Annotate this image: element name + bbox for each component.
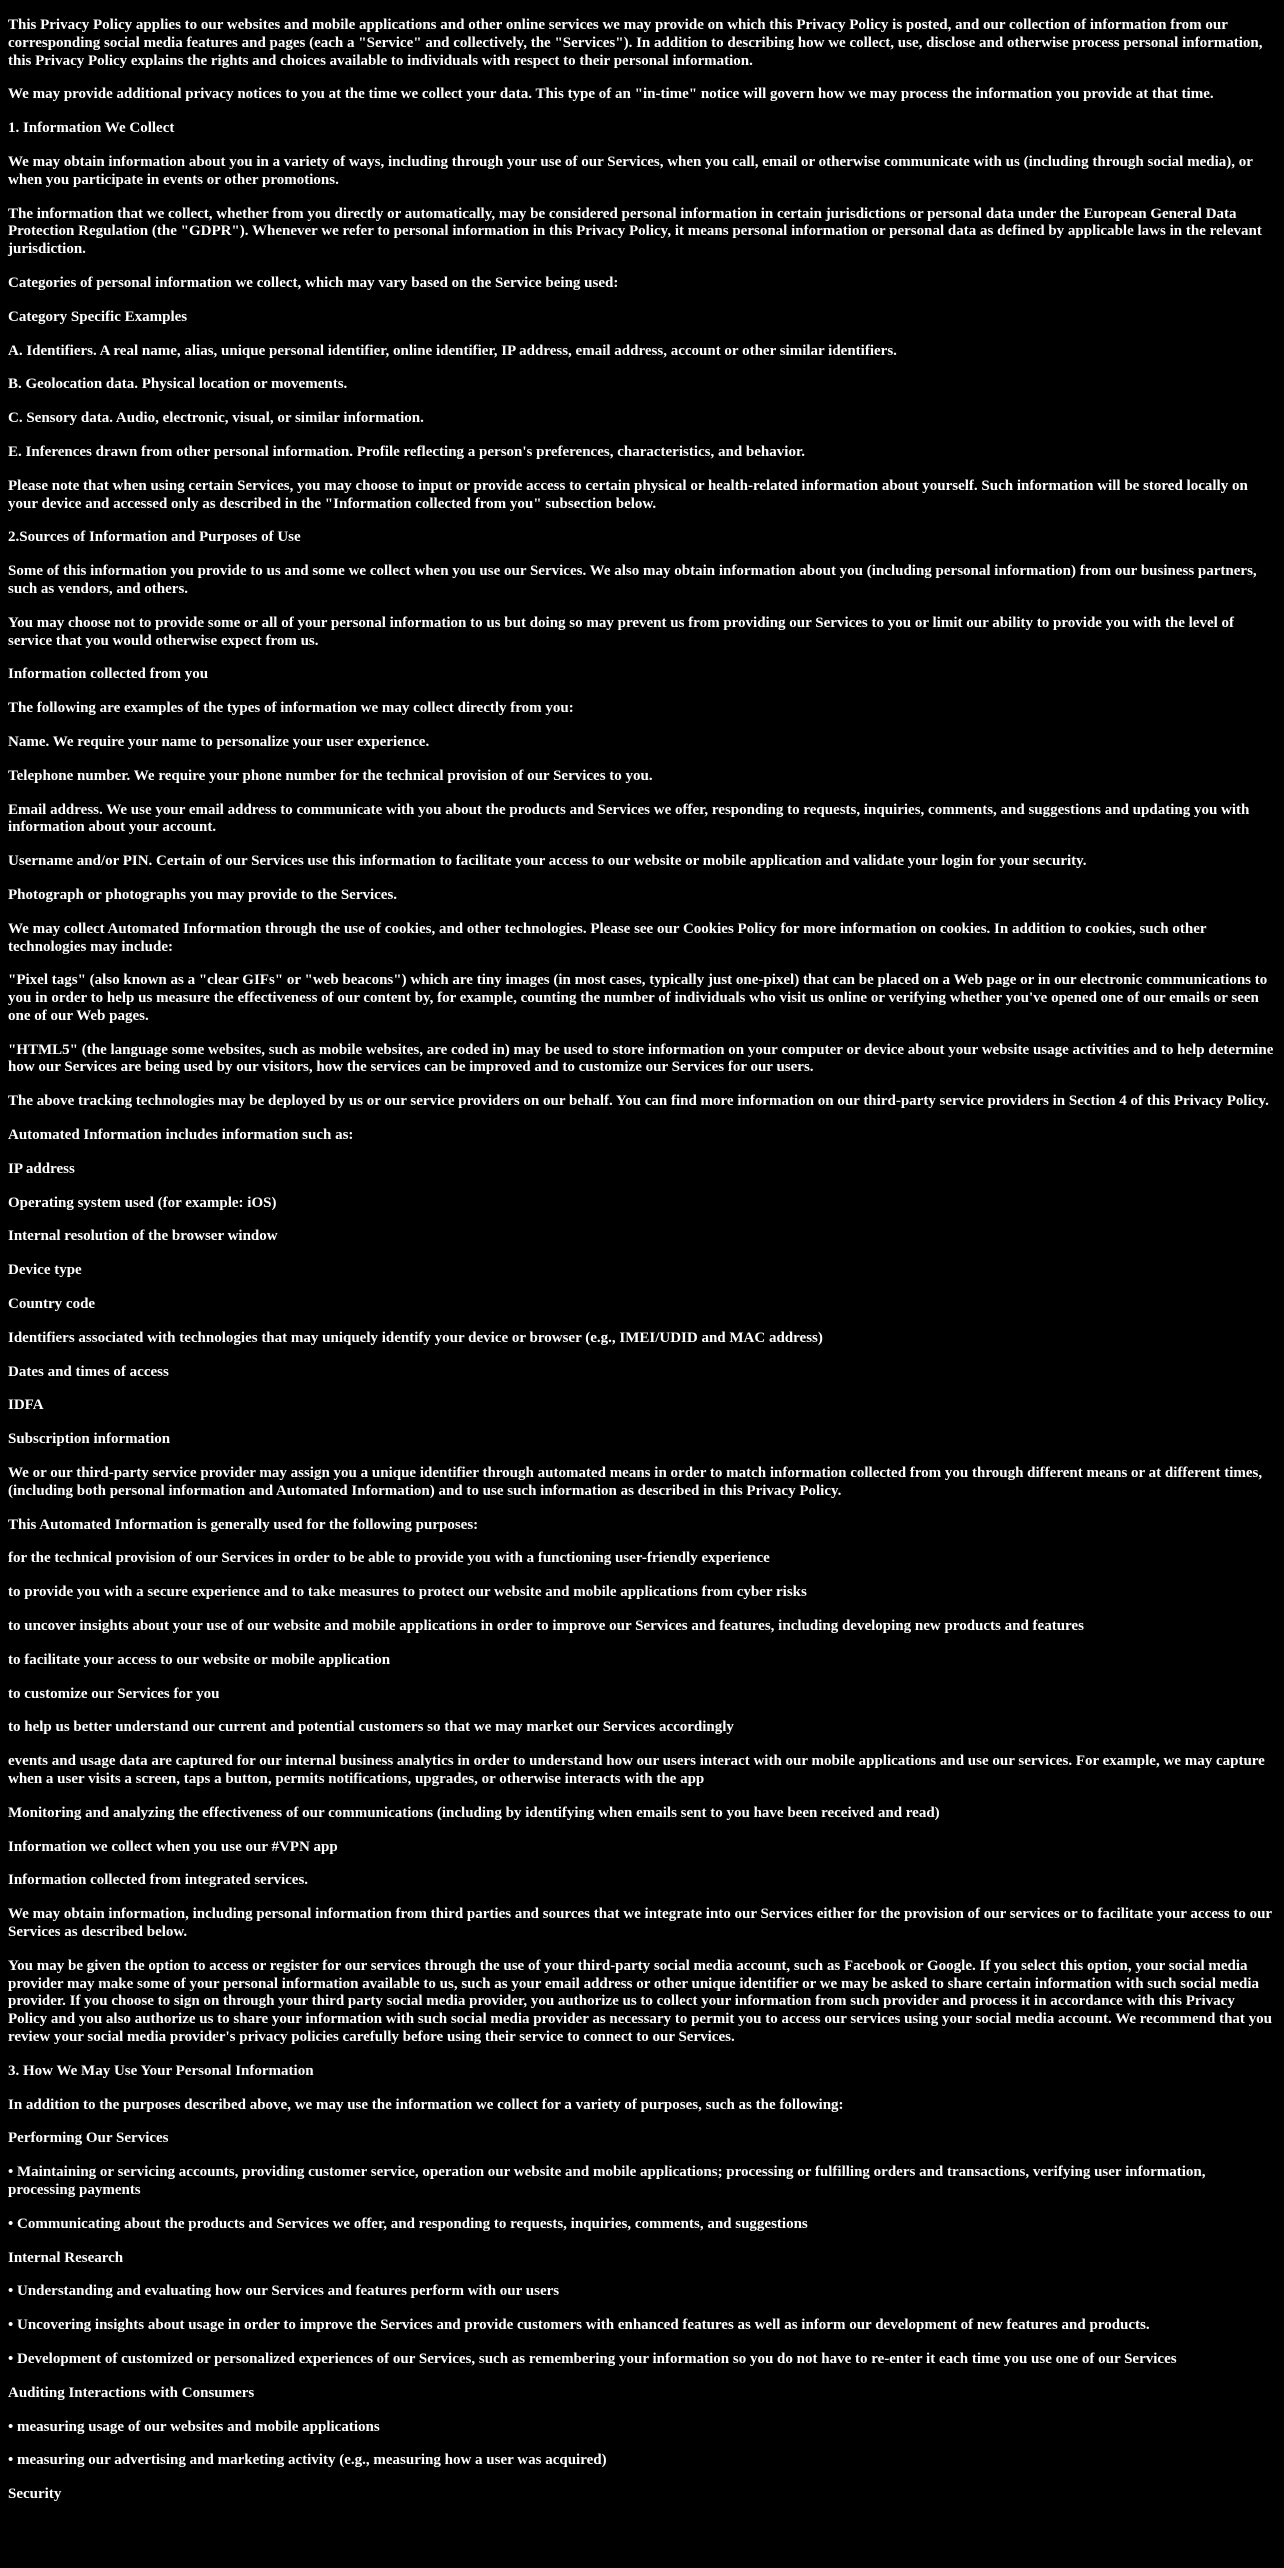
policy-paragraph: Please note that when using certain Services, you may choose to input or provide access to certain physical or health-related information about yourself. Such information will be stored locally on your device and accessed only as described in the "Information collected from you" subsection below.: [8, 477, 1248, 512]
policy-paragraph: Operating system used (for example: iOS): [8, 1194, 277, 1211]
policy-paragraph: The following are examples of the types of information we may collect directly from you:: [8, 700, 574, 717]
policy-paragraph: IP address: [8, 1160, 75, 1177]
policy-paragraph: We may provide additional privacy notices to you at the time we collect your data. This type of an "in-time" notice will govern how we may process the information you provide at that time.: [8, 86, 1214, 103]
policy-paragraph: IDFA: [8, 1397, 44, 1414]
policy-paragraph: Monitoring and analyzing the effectiveness of our communications (including by identifying when emails sent to you have been received and read): [8, 1804, 940, 1821]
policy-paragraph: We may obtain information, including personal information from third parties and sources that we integrate into our Services either for the provision of our services or to facilitate your access to our Services as described below.: [8, 1906, 1272, 1940]
policy-paragraph: to help us better understand our current and potential customers so that we may market our Services accordingly: [8, 1719, 734, 1736]
policy-paragraph: C. Sensory data. Audio, electronic, visual, or similar information.: [8, 410, 424, 427]
policy-paragraph: Categories of personal information we collect, which may vary based on the Service being used:: [8, 274, 619, 291]
policy-paragraph: Dates and times of access: [8, 1363, 169, 1380]
policy-paragraph: You may be given the option to access or register for our services through the use of your third-party social media account, such as Facebook or Google. If you select this option, your social media provider may make some of your personal information available to us, such as your email address or other unique identifier or we may be asked to share certain information with such social media provider. If you choose to sign on through your third party social media provider, you authorize us to collect your information from such provider and process it in accordance with this Privacy Policy and you also authorize us to share your information with such social media provider as necessary to permit you to access our services using your social media account. We recommend that you review your social media provider's privacy policies carefully before using their service to connect to our Services.: [8, 1957, 1272, 2045]
policy-paragraph: Information we collect when you use our #VPN app: [8, 1838, 338, 1855]
policy-paragraph: events and usage data are captured for our internal business analytics in order to understand how our users interact with our mobile applications and use our services. For example, we may capture when a user visits a screen, taps a button, permits notifications, upgrades, or otherwise interacts with the app: [8, 1753, 1265, 1788]
policy-paragraph: for the technical provision of our Services in order to be able to provide you with a functioning user-friendly experience: [8, 1550, 770, 1567]
policy-paragraph: Name. We require your name to personalize your user experience.: [8, 733, 430, 750]
policy-paragraph: to customize our Services for you: [8, 1685, 220, 1702]
policy-paragraph: Country code: [8, 1296, 96, 1313]
policy-paragraph: A. Identifiers. A real name, alias, unique personal identifier, online identifier, IP address, email address, account or other similar identifiers.: [8, 342, 897, 359]
policy-paragraph: • Communicating about the products and Services we offer, and responding to requests, inquiries, comments, and suggestions: [8, 2215, 808, 2232]
policy-paragraph: to facilitate your access to our website or mobile application: [8, 1651, 391, 1668]
policy-paragraph: Subscription information: [8, 1431, 171, 1448]
policy-paragraph: Device type: [8, 1262, 82, 1279]
policy-paragraph: • measuring usage of our websites and mobile applications: [8, 2418, 380, 2435]
policy-paragraph: Telephone number. We require your phone number for the technical provision of our Services to you.: [8, 767, 653, 784]
policy-paragraph: Photograph or photographs you may provide to the Services.: [8, 886, 398, 903]
policy-paragraph: Some of this information you provide to us and some we collect when you use our Services. We also may obtain information about you (including personal information) from our business partners, such as vendors, and others.: [8, 563, 1257, 597]
policy-paragraph: This Automated Information is generally used for the following purposes:: [8, 1516, 479, 1533]
policy-paragraph: In addition to the purposes described above, we may use the information we collect for a variety of purposes, such as the following:: [8, 2096, 844, 2113]
policy-paragraph: 3. How We May Use Your Personal Information: [8, 2062, 314, 2079]
policy-paragraph: to provide you with a secure experience and to take measures to protect our website and mobile applications from cyber risks: [8, 1584, 807, 1601]
policy-paragraph: The information that we collect, whether from you directly or automatically, may be considered personal information in certain jurisdictions or personal data under the European General Data Protection Regulation (the "GDPR"). Whenever we refer to personal information in this Privacy Policy, it means personal information or personal data as defined by applicable laws in the relevant jurisdiction.: [8, 205, 1262, 258]
policy-paragraph: 1. Information We Collect: [8, 120, 175, 137]
policy-paragraph: 2.Sources of Information and Purposes of Use: [8, 529, 301, 546]
policy-paragraph: Information collected from integrated services.: [8, 1872, 309, 1889]
policy-paragraph: • Understanding and evaluating how our Services and features perform with our users: [8, 2283, 560, 2300]
policy-paragraph: Performing Our Services: [8, 2130, 169, 2147]
policy-paragraph: Category Specific Examples: [8, 308, 188, 325]
policy-paragraph: "Pixel tags" (also known as a "clear GIFs" or "web beacons") which are tiny images (in most cases, typically just one-pixel) that can be placed on a Web page or in our electronic communications to you in order to help us measure the effectiveness of our content by, for example, counting the number of individuals who visit us online or verifying whether you've opened one of our emails or seen one of our Web pages.: [8, 972, 1268, 1024]
policy-paragraph: • Uncovering insights about usage in order to improve the Services and provide customers with enhanced features as well as inform our development of new features and products.: [8, 2317, 1150, 2334]
policy-paragraph: Automated Information includes information such as:: [8, 1127, 354, 1144]
policy-paragraph: Security: [8, 2486, 62, 2503]
policy-paragraph: The above tracking technologies may be deployed by us or our service providers on our behalf. You can find more information on our third-party service providers in Section 4 of this Privacy Policy.: [8, 1093, 1269, 1110]
policy-paragraph: to uncover insights about your use of our website and mobile applications in order to improve our Services and features, including developing new products and features: [8, 1618, 1084, 1635]
policy-paragraph: "HTML5" (the language some websites, such as mobile websites, are coded in) may be used to store information on your computer or device about your website usage activities and to help determine how our Services are being used by our visitors, how the services can be improved and to customize our Services for our users.: [8, 1041, 1274, 1076]
policy-paragraph: Email address. We use your email address to communicate with you about the products and Services we offer, responding to requests, inquiries, comments, and suggestions and updating you with information about your account.: [8, 801, 1250, 836]
policy-paragraph: We may collect Automated Information through the use of cookies, and other technologies. Please see our Cookies Policy for more information on cookies. In addition to cookies, such other technologies may include:: [8, 920, 1207, 955]
policy-paragraph: • Development of customized or personalized experiences of our Services, such as remembering your information so you do not have to re-enter it each time you use one of our Services: [8, 2350, 1177, 2367]
policy-paragraph: We or our third-party service provider may assign you a unique identifier through automated means in order to match information collected from you through different means or at different times, (including both personal information and Automated Information) and to use such information as described in this Privacy Policy.: [8, 1465, 1263, 1499]
policy-paragraph: B. Geolocation data. Physical location or movements.: [8, 376, 348, 393]
policy-paragraph: Internal Research: [8, 2249, 124, 2266]
policy-paragraph: This Privacy Policy applies to our websites and mobile applications and other online services we may provide on which this Privacy Policy is posted, and our collection of information from our corresponding social media features and pages (each a "Service" and collectively, the "Services"). In addition to describing how we collect, use, disclose and otherwise process personal information, this Privacy Policy explains the rights and choices available to individuals with respect to their personal information.: [8, 17, 1263, 69]
policy-paragraph: Information collected from you: [8, 666, 209, 683]
policy-paragraph: Identifiers associated with technologies that may uniquely identify your device or browser (e.g., IMEI/UDID and MAC address): [8, 1329, 823, 1346]
policy-paragraph: Username and/or PIN. Certain of our Services use this information to facilitate your access to our website or mobile application and validate your login for your security.: [8, 853, 1087, 870]
policy-paragraph: • measuring our advertising and marketing activity (e.g., measuring how a user was acquired): [8, 2452, 607, 2469]
policy-paragraph: Auditing Interactions with Consumers: [8, 2384, 255, 2401]
policy-paragraph: • Maintaining or servicing accounts, providing customer service, operation our website and mobile applications; processing or fulfilling orders and transactions, verifying user information, processing payments: [8, 2164, 1206, 2198]
policy-paragraph: Internal resolution of the browser window: [8, 1228, 278, 1245]
policy-paragraph: We may obtain information about you in a variety of ways, including through your use of our Services, when you call, email or otherwise communicate with us (including through social media), or when you participate in events or other promotions.: [8, 153, 1253, 188]
policy-paragraph: E. Inferences drawn from other personal information. Profile reflecting a person's preferences, characteristics, and behavior.: [8, 443, 805, 460]
policy-paragraph: You may choose not to provide some or all of your personal information to us but doing so may prevent us from providing our Services to you or limit our ability to provide you with the level of service that you would otherwise expect from us.: [8, 614, 1235, 649]
